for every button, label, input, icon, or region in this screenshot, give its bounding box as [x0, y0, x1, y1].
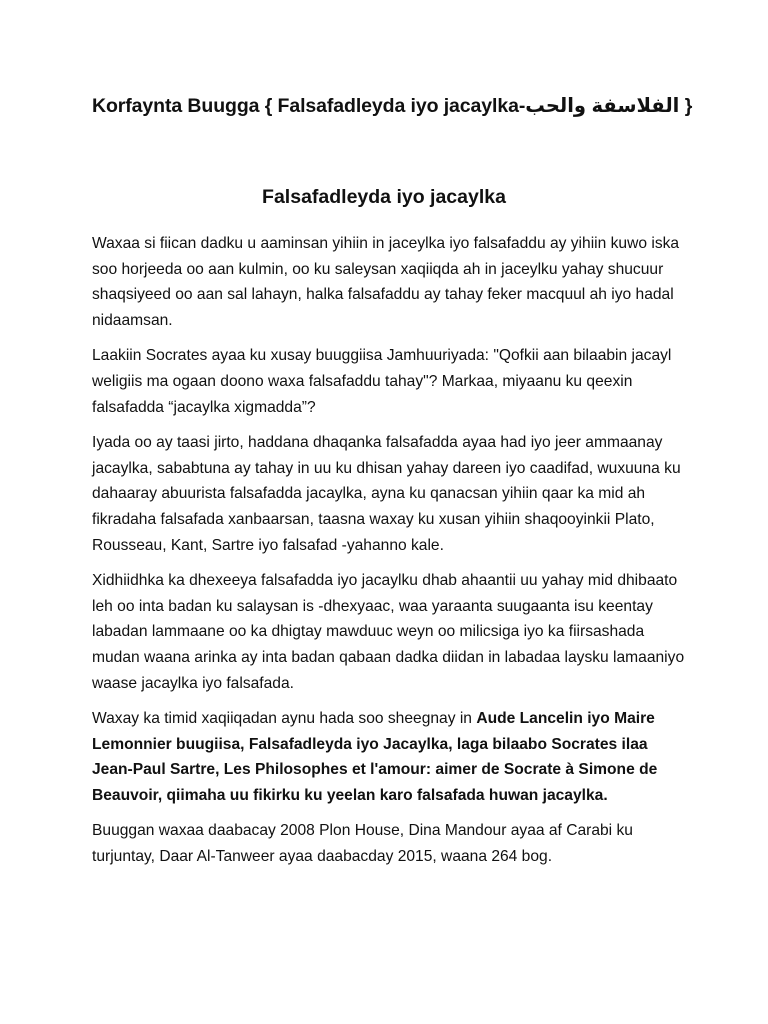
- title-prefix: Korfaynta Buugga { Falsafadleyda iyo jacaylka-: [92, 95, 526, 117]
- paragraph-2: Laakiin Socrates ayaa ku xusay buuggiisa Jamhuuriyada: "Qofkii aan bilaabin jacayl weligiis ma ogaan doono waxa falsafaddu tahay"? Markaa, miyaanu ku qeexin falsafadda “jacaylka xigmadda”?: [92, 347, 672, 416]
- paragraph-5-plain: Waxay ka timid xaqiiqadan aynu hada soo sheegnay in: [92, 710, 477, 728]
- paragraph-6: Buuggan waxaa daabacay 2008 Plon House, Dina Mandour ayaa af Carabi ku turjuntay, Daar Al-Tanweer ayaa daabacday 2015, waana 264 bog.: [92, 822, 633, 866]
- document-body: [92, 231, 692, 880]
- paragraph-4: Xidhiidhka ka dhexeeya falsafadda iyo jacaylku dhab ahaantii uu yahay mid dhibaato leh oo inta badan ku salaysan is -dhexyaac, waa yaraanta suugaanta isu keentay labadan lammaane oo ka dhigtay mawduuc weyn oo milicsiga iyo ka fiirsashada mudan waana arinka ay inta badan qabaan dadka diidan in labadaa laysku lamaaniyo waase jacaylka iyo falsafada.: [92, 572, 685, 692]
- document-title: [92, 94, 712, 118]
- paragraph-5: [92, 706, 692, 808]
- paragraph-1: Waxaa si fiican dadku u aaminsan yihiin in jaceylka iyo falsafaddu ay yihiin kuwo iska soo horjeeda oo aan kulmin, oo ku saleysan xaqiiqda ah in jaceylku yahay shucuur shaqsiyeed oo aan sal lahayn, halka falsafaddu ay tahay feker macquul ah iyo hadal nidaamsan.: [92, 235, 680, 329]
- paragraph-5-bold: Aude Lancelin iyo Maire Lemonnier buugiisa, Falsafadleyda iyo Jacaylka, laga bilaabo Socrates ilaa Jean-Paul Sartre, Les Philosophes et l'amour: aimer de Socrate à Simone de Beauvoir, qiimaha uu fikirku ku yeelan karo falsafada huwan jacaylka.: [92, 710, 658, 804]
- paragraph-3: Iyada oo ay taasi jirto, haddana dhaqanka falsafadda ayaa had iyo jeer ammaanay jacaylka, sababtuna ay tahay in uu ku dhisan yahay dareen iyo caadifad, wuxuuna ku dahaaray abuurista falsafadda jacaylka, ayna ku qanacsan yihiin qaar ka mid ah fikradaha falsafada xanbaarsan, taasna waxay ku xusan yihiin shaqooyinkii Plato, Rousseau, Kant, Sartre iyo falsafad -yahanno kale.: [92, 434, 681, 554]
- title-arabic: الفلاسفة والحب: [525, 95, 680, 117]
- section-heading: Falsafadleyda iyo jacaylka: [262, 186, 506, 208]
- title-suffix: }: [679, 95, 693, 117]
